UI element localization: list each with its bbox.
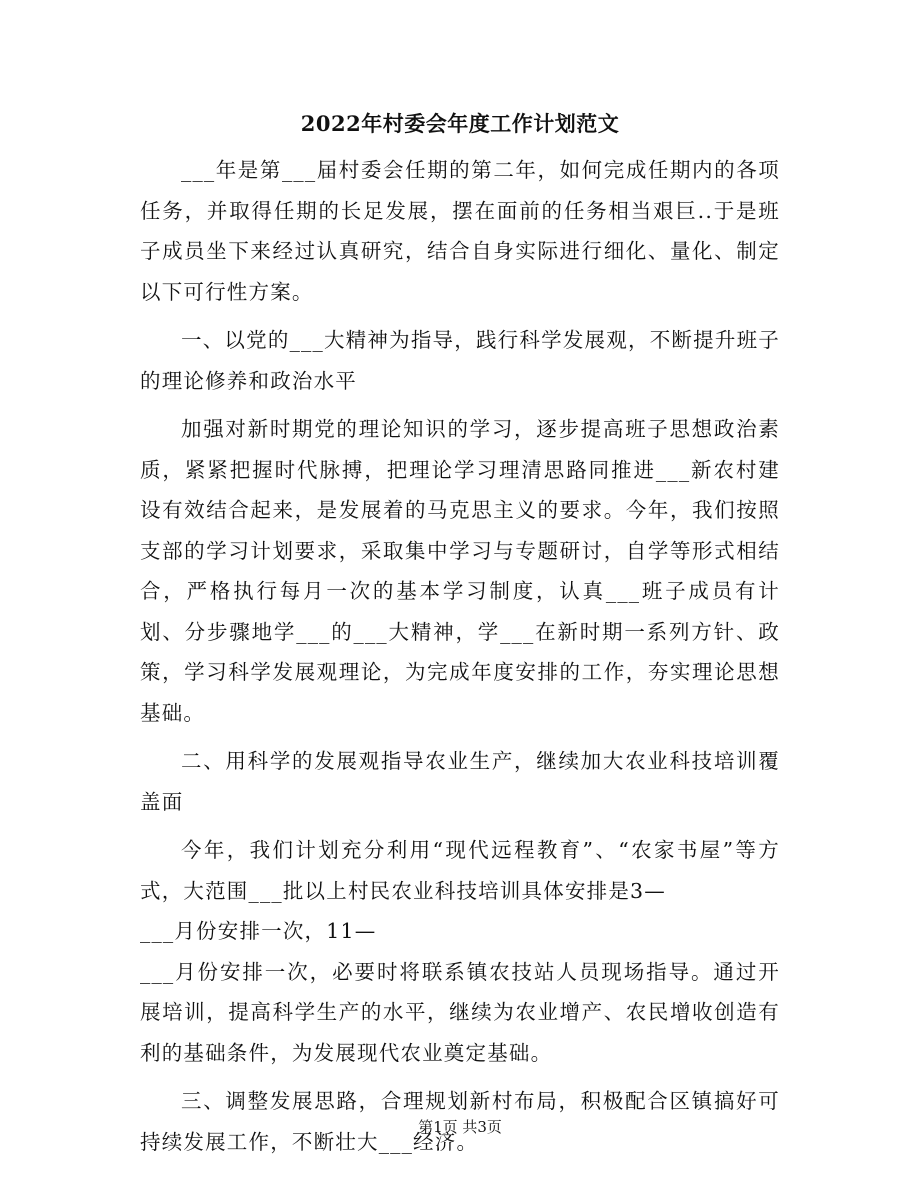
paragraph-section-1: 加强对新时期党的理论知识的学习，逐步提高班子思想政治素质，紧紧把握时代脉搏，把理论学习理清思路同推进___新农村建设有效结合起来，是发展着的马克思主义的要求。今年，我们按照支部的学习计划要求，采取集中学习与专题研讨，自学等形式相结合，严格执行每月一次的基本学习制度，认真___班子成员有计划、分步骤地学___的___大精神，学___在新时期一系列方针、政策，学习科学发展观理论，为完成年度安排的工作，夯实理论思想基础。 — [140, 417, 780, 725]
section-heading-1: 一、以党的___大精神为指导，践行科学发展观，不断提升班子的理论修养和政治水平 — [140, 328, 780, 393]
page-indicator: 第1页 共3页 — [418, 1118, 502, 1136]
paragraph-intro: ___年是第___届村委会任期的第二年，如何完成任期内的各项任务，并取得任期的长足发展，摆在面前的任务相当艰巨..于是班子成员坐下来经过认真研究，结合自身实际进行细化、量化、制定以下可行性方案。 — [140, 158, 780, 304]
document-body — [140, 150, 780, 1170]
paragraph-section-2-a: 今年，我们计划充分利用“现代远程教育”、“农家书屋”等方式，大范围___批以上村民农业科技培训具体安排是3— — [140, 838, 780, 903]
paragraph-section-2-c: ___月份安排一次，必要时将联系镇农技站人员现场指导。通过开展培训，提高科学生产的水平，继续为农业增产、农民增收创造有利的基础条件，为发展现代农业奠定基础。 — [140, 959, 780, 1065]
paragraph-section-2-b: ___月份安排一次，11— — [140, 919, 377, 943]
section-heading-2: 二、用科学的发展观指导农业生产，继续加大农业科技培训覆盖面 — [140, 749, 780, 814]
section-heading-3: 三、调整发展思路，合理规划新村布局，积极配合区镇搞好可持续发展工作，不断壮大___经济。 — [140, 1089, 780, 1154]
document-title: 2022年村委会年度工作计划范文 — [300, 111, 620, 136]
